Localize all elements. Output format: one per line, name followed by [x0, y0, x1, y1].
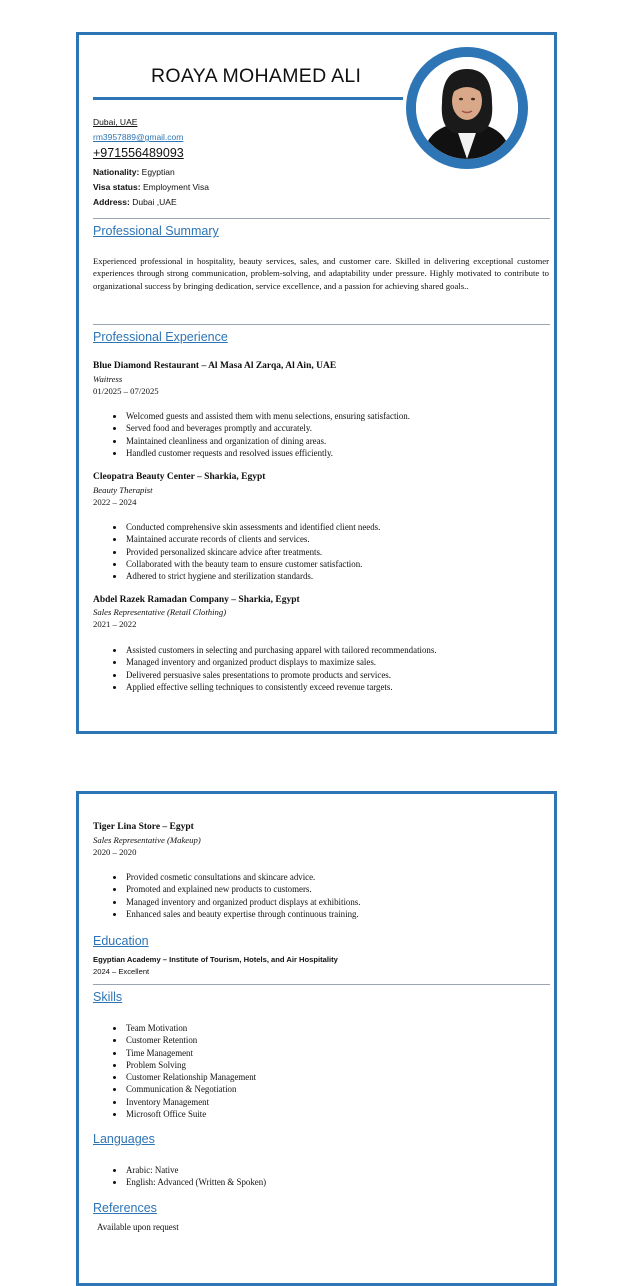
job-company: Blue Diamond Restaurant – Al Masa Al Zarqa, Al Ain, UAE	[93, 361, 337, 371]
references-heading: References	[93, 1201, 157, 1215]
list-item: • Handled customer requests and resolved issues efficiently.	[125, 447, 410, 459]
job-role: Sales Representative (Retail Clothing)	[93, 607, 227, 617]
job-company: Tiger Lina Store – Egypt	[93, 822, 194, 832]
skills-heading: Skills	[93, 990, 123, 1004]
skills-list	[109, 1022, 256, 1120]
list-item: • Adhered to strict hygiene and sterilization standards.	[125, 570, 380, 582]
divider	[93, 984, 550, 985]
job-bullets	[109, 644, 437, 693]
visa-label: Visa status:	[93, 182, 141, 192]
email-link[interactable]: rm3957889@gmail.com	[93, 132, 184, 142]
list-item: • Applied effective selling techniques to consistently exceed revenue targets.	[125, 681, 437, 693]
job-dates: 2020 – 2020	[93, 847, 137, 857]
list-item: • Arabic: Native	[125, 1164, 266, 1176]
divider	[93, 218, 550, 219]
address-line	[93, 197, 177, 207]
name-underline	[93, 97, 403, 100]
job-role: Sales Representative (Makeup)	[93, 835, 201, 845]
list-item: • Microsoft Office Suite	[125, 1108, 256, 1120]
summary-text: Experienced professional in hospitality, beauty services, sales, and customer care. Skilled in delivering exceptional customer experiences through strong communication, problem-solving, and adaptability under pressure. Highly motivated to contribute to organizational success by bringing dedication, service excellence, and a passion for achieving shared goals..	[93, 256, 549, 291]
list-item: • Provided cosmetic consultations and skincare advice.	[125, 871, 360, 883]
education-heading: Education	[93, 934, 149, 948]
nationality-line	[93, 167, 175, 177]
job-company: Abdel Razek Ramadan Company – Sharkia, Egypt	[93, 595, 300, 605]
languages-heading: Languages	[93, 1132, 155, 1146]
references-text: Available upon request	[97, 1222, 179, 1232]
job-dates: 2021 – 2022	[93, 619, 137, 629]
list-item: • Welcomed guests and assisted them with menu selections, ensuring satisfaction.	[125, 410, 410, 422]
job-bullets	[109, 521, 380, 582]
job-dates: 2022 – 2024	[93, 497, 137, 507]
job-role: Beauty Therapist	[93, 485, 153, 495]
visa-line	[93, 182, 209, 192]
phone-number[interactable]: +971556489093	[93, 146, 184, 160]
list-item: • Time Management	[125, 1047, 256, 1059]
candidate-name: ROAYA MOHAMED ALI	[151, 65, 362, 87]
experience-heading: Professional Experience	[93, 330, 228, 344]
job-bullets	[109, 410, 410, 459]
resume-page-1	[76, 32, 557, 734]
list-item: • Problem Solving	[125, 1059, 256, 1071]
list-item: • Conducted comprehensive skin assessments and identified client needs.	[125, 521, 380, 533]
job-role: Waitress	[93, 374, 123, 384]
list-item: • Inventory Management	[125, 1096, 256, 1108]
education-year: 2024 – Excellent	[93, 967, 150, 976]
nationality-label: Nationality:	[93, 167, 140, 177]
list-item: • Provided personalized skincare advice after treatments.	[125, 546, 380, 558]
list-item: • Delivered persuasive sales presentations to promote products and services.	[125, 669, 437, 681]
list-item: • Promoted and explained new products to customers.	[125, 883, 360, 895]
location: Dubai, UAE	[93, 117, 138, 127]
divider	[93, 324, 550, 325]
profile-photo	[406, 47, 528, 169]
list-item: • Collaborated with the beauty team to ensure customer satisfaction.	[125, 558, 380, 570]
job-dates: 01/2025 – 07/2025	[93, 386, 159, 396]
list-item: • Enhanced sales and beauty expertise through continuous training.	[125, 908, 360, 920]
languages-list	[109, 1164, 266, 1189]
list-item: • Managed inventory and organized product displays to maximize sales.	[125, 656, 437, 668]
list-item: • Managed inventory and organized product displays at exhibitions.	[125, 896, 360, 908]
list-item: • Maintained cleanliness and organization of dining areas.	[125, 435, 410, 447]
list-item: • English: Advanced (Written & Spoken)	[125, 1176, 266, 1188]
address-label: Address:	[93, 197, 130, 207]
list-item: • Communication & Negotiation	[125, 1083, 256, 1095]
profile-avatar-icon	[416, 57, 518, 159]
visa-value: Employment Visa	[142, 182, 209, 192]
education-institution: Egyptian Academy – Institute of Tourism, Hotels, and Air Hospitality	[93, 955, 338, 964]
resume-page-2	[76, 791, 557, 1286]
list-item: • Customer Relationship Management	[125, 1071, 256, 1083]
list-item: • Assisted customers in selecting and purchasing apparel with tailored recommendations.	[125, 644, 437, 656]
summary-heading: Professional Summary	[93, 224, 219, 238]
list-item: • Maintained accurate records of clients and services.	[125, 533, 380, 545]
job-bullets	[109, 871, 360, 920]
list-item: • Served food and beverages promptly and accurately.	[125, 422, 410, 434]
list-item: • Team Motivation	[125, 1022, 256, 1034]
job-company: Cleopatra Beauty Center – Sharkia, Egypt	[93, 472, 266, 482]
list-item: • Customer Retention	[125, 1034, 256, 1046]
address-value: Dubai ,UAE	[132, 197, 177, 207]
nationality-value: Egyptian	[141, 167, 175, 177]
